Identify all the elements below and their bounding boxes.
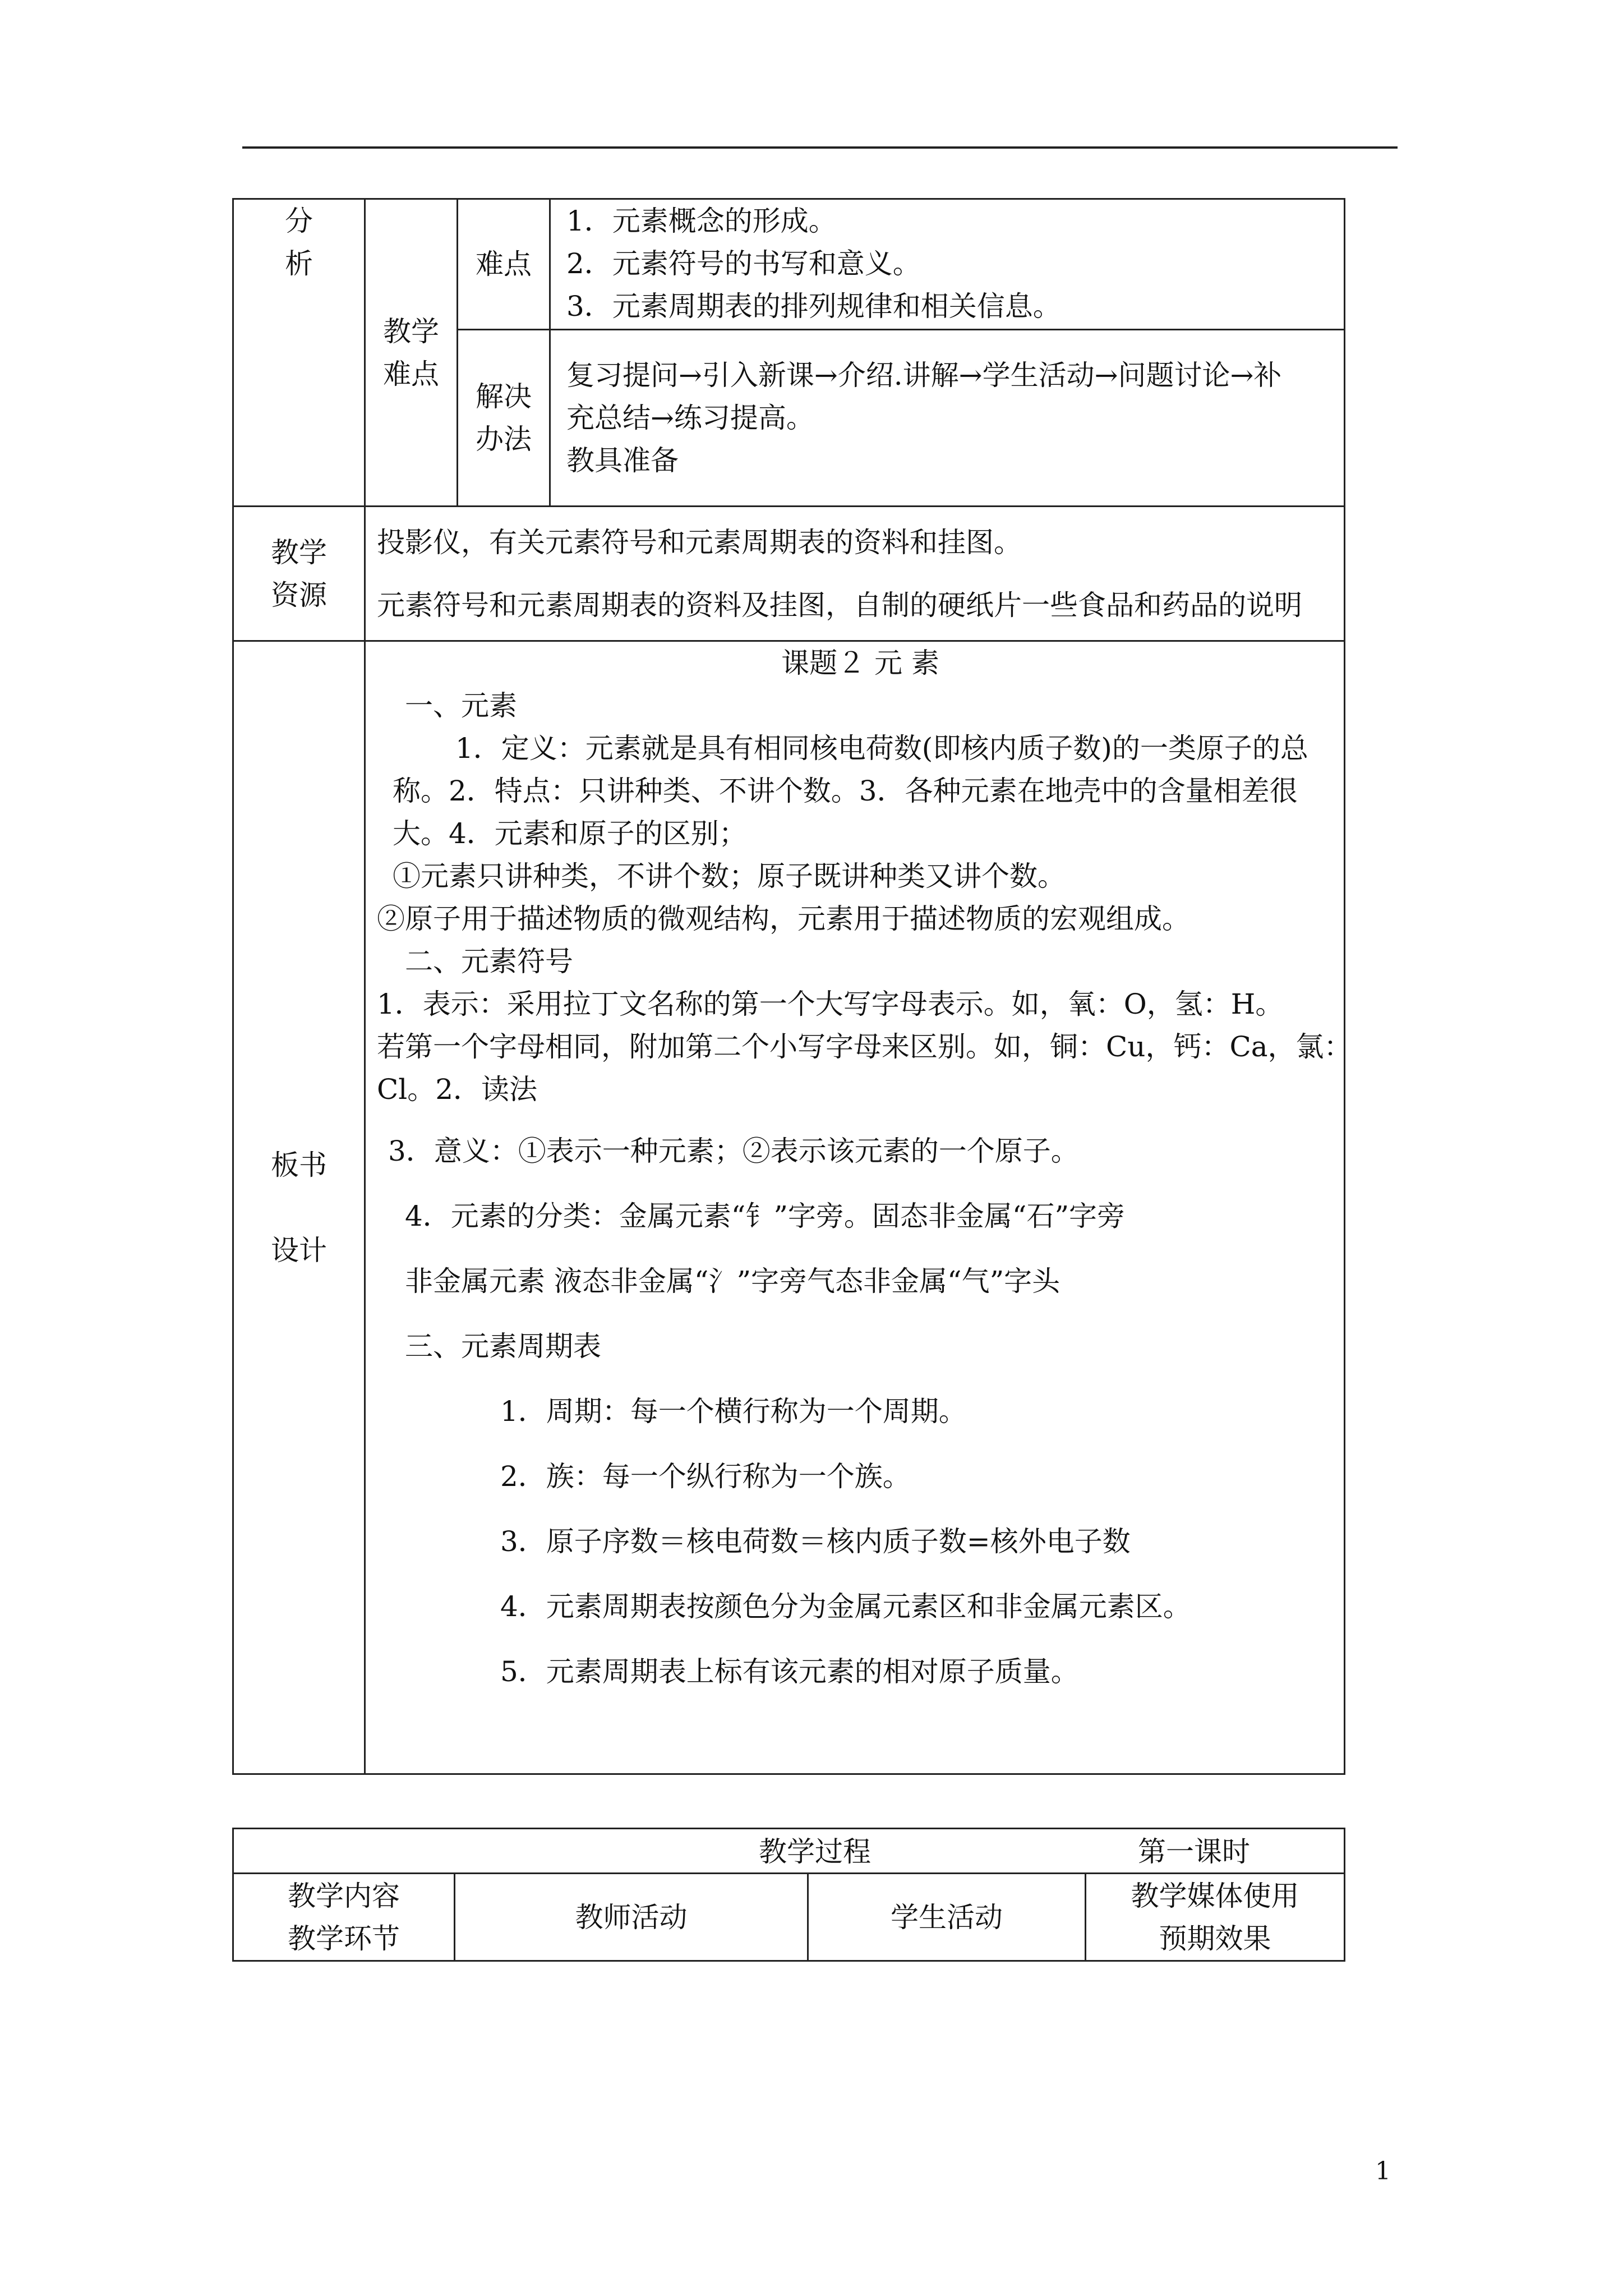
page-number: 1 xyxy=(1375,2157,1391,2185)
process-title: 教学过程 xyxy=(759,1835,871,1868)
header-content-2: 教学环节 xyxy=(288,1922,400,1955)
board-line: 称。2．特点：只讲种类、不讲个数。3．各种元素在地壳中的含量相差很 xyxy=(393,775,1298,807)
solution-lines-cell xyxy=(550,330,1345,507)
board-line: 非金属元素 液态非金属“氵”字旁气态非金属“气”字头 xyxy=(405,1265,1061,1297)
analysis-label-1: 分 xyxy=(285,205,313,237)
board-line: 大。4．元素和原子的区别； xyxy=(393,817,747,850)
resources-label-1: 教学 xyxy=(271,536,327,569)
header-content-cell xyxy=(233,1874,455,1961)
board-line: Cl。2．读法 xyxy=(377,1073,538,1106)
process-period: 第一课时 xyxy=(1138,1835,1250,1868)
header-student-cell xyxy=(808,1874,1086,1961)
board-label-2: 设计 xyxy=(271,1234,327,1267)
solution-line: 复习提问→引入新课→介绍.讲解→学生活动→问题讨论→补 xyxy=(566,359,1282,392)
board-label-1: 板书 xyxy=(271,1148,327,1181)
header-teacher: 教师活动 xyxy=(575,1901,688,1934)
resources-cell xyxy=(365,507,1345,641)
process-title-row xyxy=(233,1829,1345,1874)
board-line: 三、元素周期表 xyxy=(405,1330,601,1363)
difficulty-group-label-2: 难点 xyxy=(383,357,439,390)
difficulty-item: 1．元素概念的形成。 xyxy=(566,205,837,237)
board-line: 3．意义：①表示一种元素；②表示该元素的一个原子。 xyxy=(388,1135,1079,1167)
analysis-label-2: 析 xyxy=(285,247,313,280)
header-content-1: 教学内容 xyxy=(288,1879,400,1912)
board-line: 1．周期：每一个横行称为一个周期。 xyxy=(500,1395,967,1428)
solution-label-1: 解决 xyxy=(476,380,532,413)
resources-label-cell xyxy=(233,507,365,641)
board-line: 4．元素周期表按颜色分为金属元素区和非金属元素区。 xyxy=(500,1590,1191,1623)
difficulty-item: 3．元素周期表的排列规律和相关信息。 xyxy=(566,290,1061,323)
board-line: 2．族：每一个纵行称为一个族。 xyxy=(500,1460,911,1493)
solution-label-2: 办法 xyxy=(476,423,532,455)
board-line: 5．元素周期表上标有该元素的相对原子质量。 xyxy=(500,1655,1079,1688)
board-line: 一、元素 xyxy=(405,689,517,722)
solution-label-cell xyxy=(458,330,550,507)
lesson-analysis-table xyxy=(232,198,1352,1775)
header-teacher-cell xyxy=(455,1874,808,1961)
board-line: 4．元素的分类：金属元素“钅”字旁。固态非金属“石”字旁 xyxy=(405,1200,1126,1232)
board-line: 3．原子序数＝核电荷数＝核内质子数=核外电子数 xyxy=(500,1525,1131,1558)
board-line: 若第一个字母相同，附加第二个小写字母来区别。如，铜：Cu，钙：Ca，氯： xyxy=(377,1030,1352,1063)
board-content-cell xyxy=(365,641,1352,1774)
difficulty-item: 2．元素符号的书写和意义。 xyxy=(566,247,921,280)
board-line: 二、元素符号 xyxy=(405,945,573,978)
board-line: 1．定义：元素就是具有相同核电荷数(即核内质子数)的一类原子的总 xyxy=(455,732,1308,765)
header-media-1: 教学媒体使用 xyxy=(1131,1879,1299,1912)
header-rule xyxy=(242,146,1398,149)
board-label-cell xyxy=(233,641,365,1774)
difficulty-label-cell xyxy=(458,199,550,330)
difficulty-label: 难点 xyxy=(476,248,532,280)
board-title: 课题２ 元 素 xyxy=(781,647,939,679)
board-line: 1．表示：采用拉丁文名称的第一个大写字母表示。如，氧：O，氢：H。 xyxy=(377,988,1284,1020)
solution-line: 教具准备 xyxy=(566,444,679,477)
teaching-process-table xyxy=(232,1828,1345,1962)
resources-line: 投影仪，有关元素符号和元素周期表的资料和挂图。 xyxy=(377,526,1022,559)
difficulty-items-cell xyxy=(550,199,1345,330)
header-media-2: 预期效果 xyxy=(1159,1922,1271,1955)
resources-line: 元素符号和元素周期表的资料及挂图，自制的硬纸片一些食品和药品的说明 xyxy=(377,588,1302,622)
header-student: 学生活动 xyxy=(891,1901,1003,1934)
difficulty-group-label-1: 教学 xyxy=(383,315,439,348)
board-line: ②原子用于描述物质的微观结构，元素用于描述物质的宏观组成。 xyxy=(377,903,1190,935)
solution-line: 充总结→练习提高。 xyxy=(566,402,814,434)
resources-label-2: 资源 xyxy=(271,578,327,611)
analysis-label-cell xyxy=(233,199,365,507)
board-line: ①元素只讲种类，不讲个数；原子既讲种类又讲个数。 xyxy=(393,860,1066,892)
header-media-cell xyxy=(1086,1874,1345,1961)
difficulty-group-label-cell xyxy=(365,199,458,507)
